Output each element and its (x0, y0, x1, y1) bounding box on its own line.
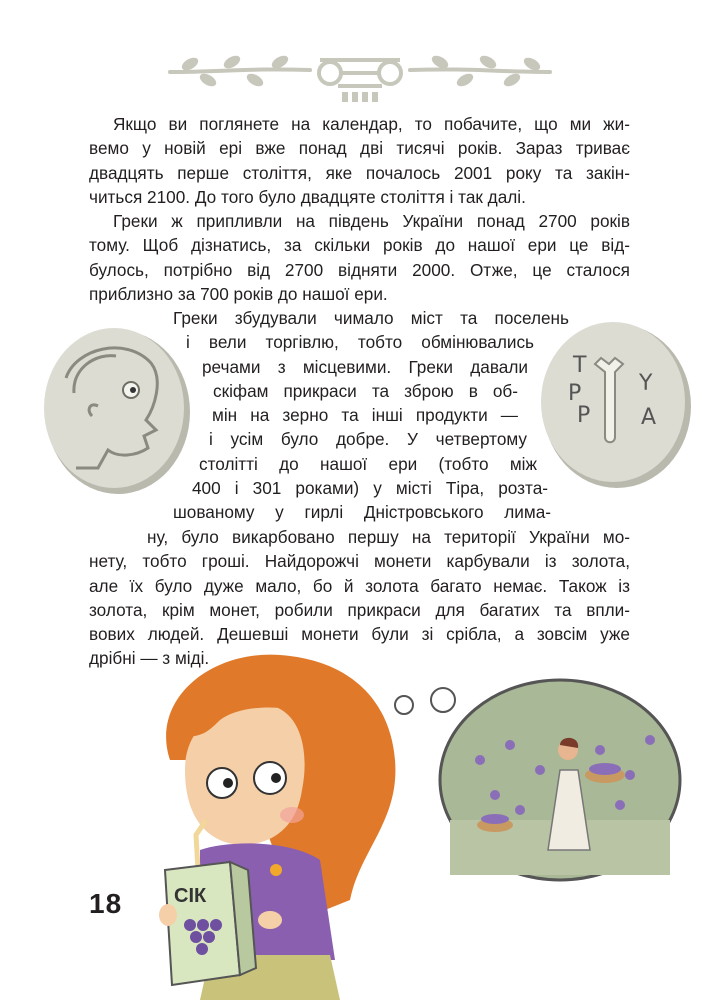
text-line: ну, було викарбовано першу на території України мо- (147, 527, 630, 547)
text-line: Якщо ви поглянете на календар, то побачите, що ми жи- (113, 114, 630, 134)
girl-with-juice-illustration (0, 640, 719, 1000)
page-number: 18 (89, 888, 123, 919)
text-line: приблизно за 700 років до нашої ери. (89, 283, 388, 304)
text-line: Греки збудували чимало міст та поселень (173, 308, 569, 328)
text-line: шованому у гирлі Дністровського лима- (173, 502, 551, 523)
text-line: золота, крім монет, робили прикраси для багатих та впли- (89, 599, 630, 620)
text-line: і вели торгівлю, тобто обмінювались (186, 332, 534, 353)
text-line: Греки ж припливли на південь України понад 2700 років (113, 211, 630, 231)
juice-label: СІК (174, 885, 207, 907)
text-line: читься 2100. До того було двадцяте століття і так далі. (89, 186, 526, 207)
coin-letter: Р (577, 403, 591, 428)
text-line: дрібні — з міді. (89, 648, 210, 669)
text-line: скіфам прикраси та зброю в об- (213, 380, 518, 401)
text-line: і усім було добре. У четвертому (209, 429, 527, 450)
text-line: двадцять перше століття, яке почалось 2001 року та закін- (89, 162, 630, 183)
text-line: мін на зерно та інші продукти — (212, 405, 518, 426)
text-line: булось, потрібно від 2700 відняти 2000. Отже, це сталося (89, 259, 630, 280)
text-line: вемо у новій ері вже понад дві тисячі років. Зараз триває (89, 138, 630, 159)
coin-portrait-illustration (36, 318, 196, 498)
coin-letter: А (641, 405, 657, 430)
coin-letter: Р (568, 381, 582, 406)
coin-tyra-illustration (535, 312, 695, 492)
text-line: столітті до нашої ери (тобто між (199, 453, 537, 474)
text-line: вових людей. Дешевші монети були зі срібла, а зовсім уже (89, 624, 630, 645)
decorative-ornament (160, 40, 560, 110)
coin-letter: Т (573, 353, 587, 378)
paragraph-greeks-arrival (89, 209, 630, 306)
text-line: але їх було дуже мало, бо й золота багато немає. Також із (89, 575, 630, 596)
text-line: нету, тобто гроші. Найдорожчі монети карбували із золота, (89, 551, 630, 572)
coin-letter: Υ (639, 371, 653, 396)
text-line: речами з місцевими. Греки давали (202, 356, 528, 377)
text-line: 400 і 301 роками) у місті Тіра, розта- (192, 478, 548, 499)
text-line: тому. Щоб дізнатись, за скільки років до нашої ери це від- (89, 235, 630, 256)
paragraph-calendar (89, 112, 630, 209)
